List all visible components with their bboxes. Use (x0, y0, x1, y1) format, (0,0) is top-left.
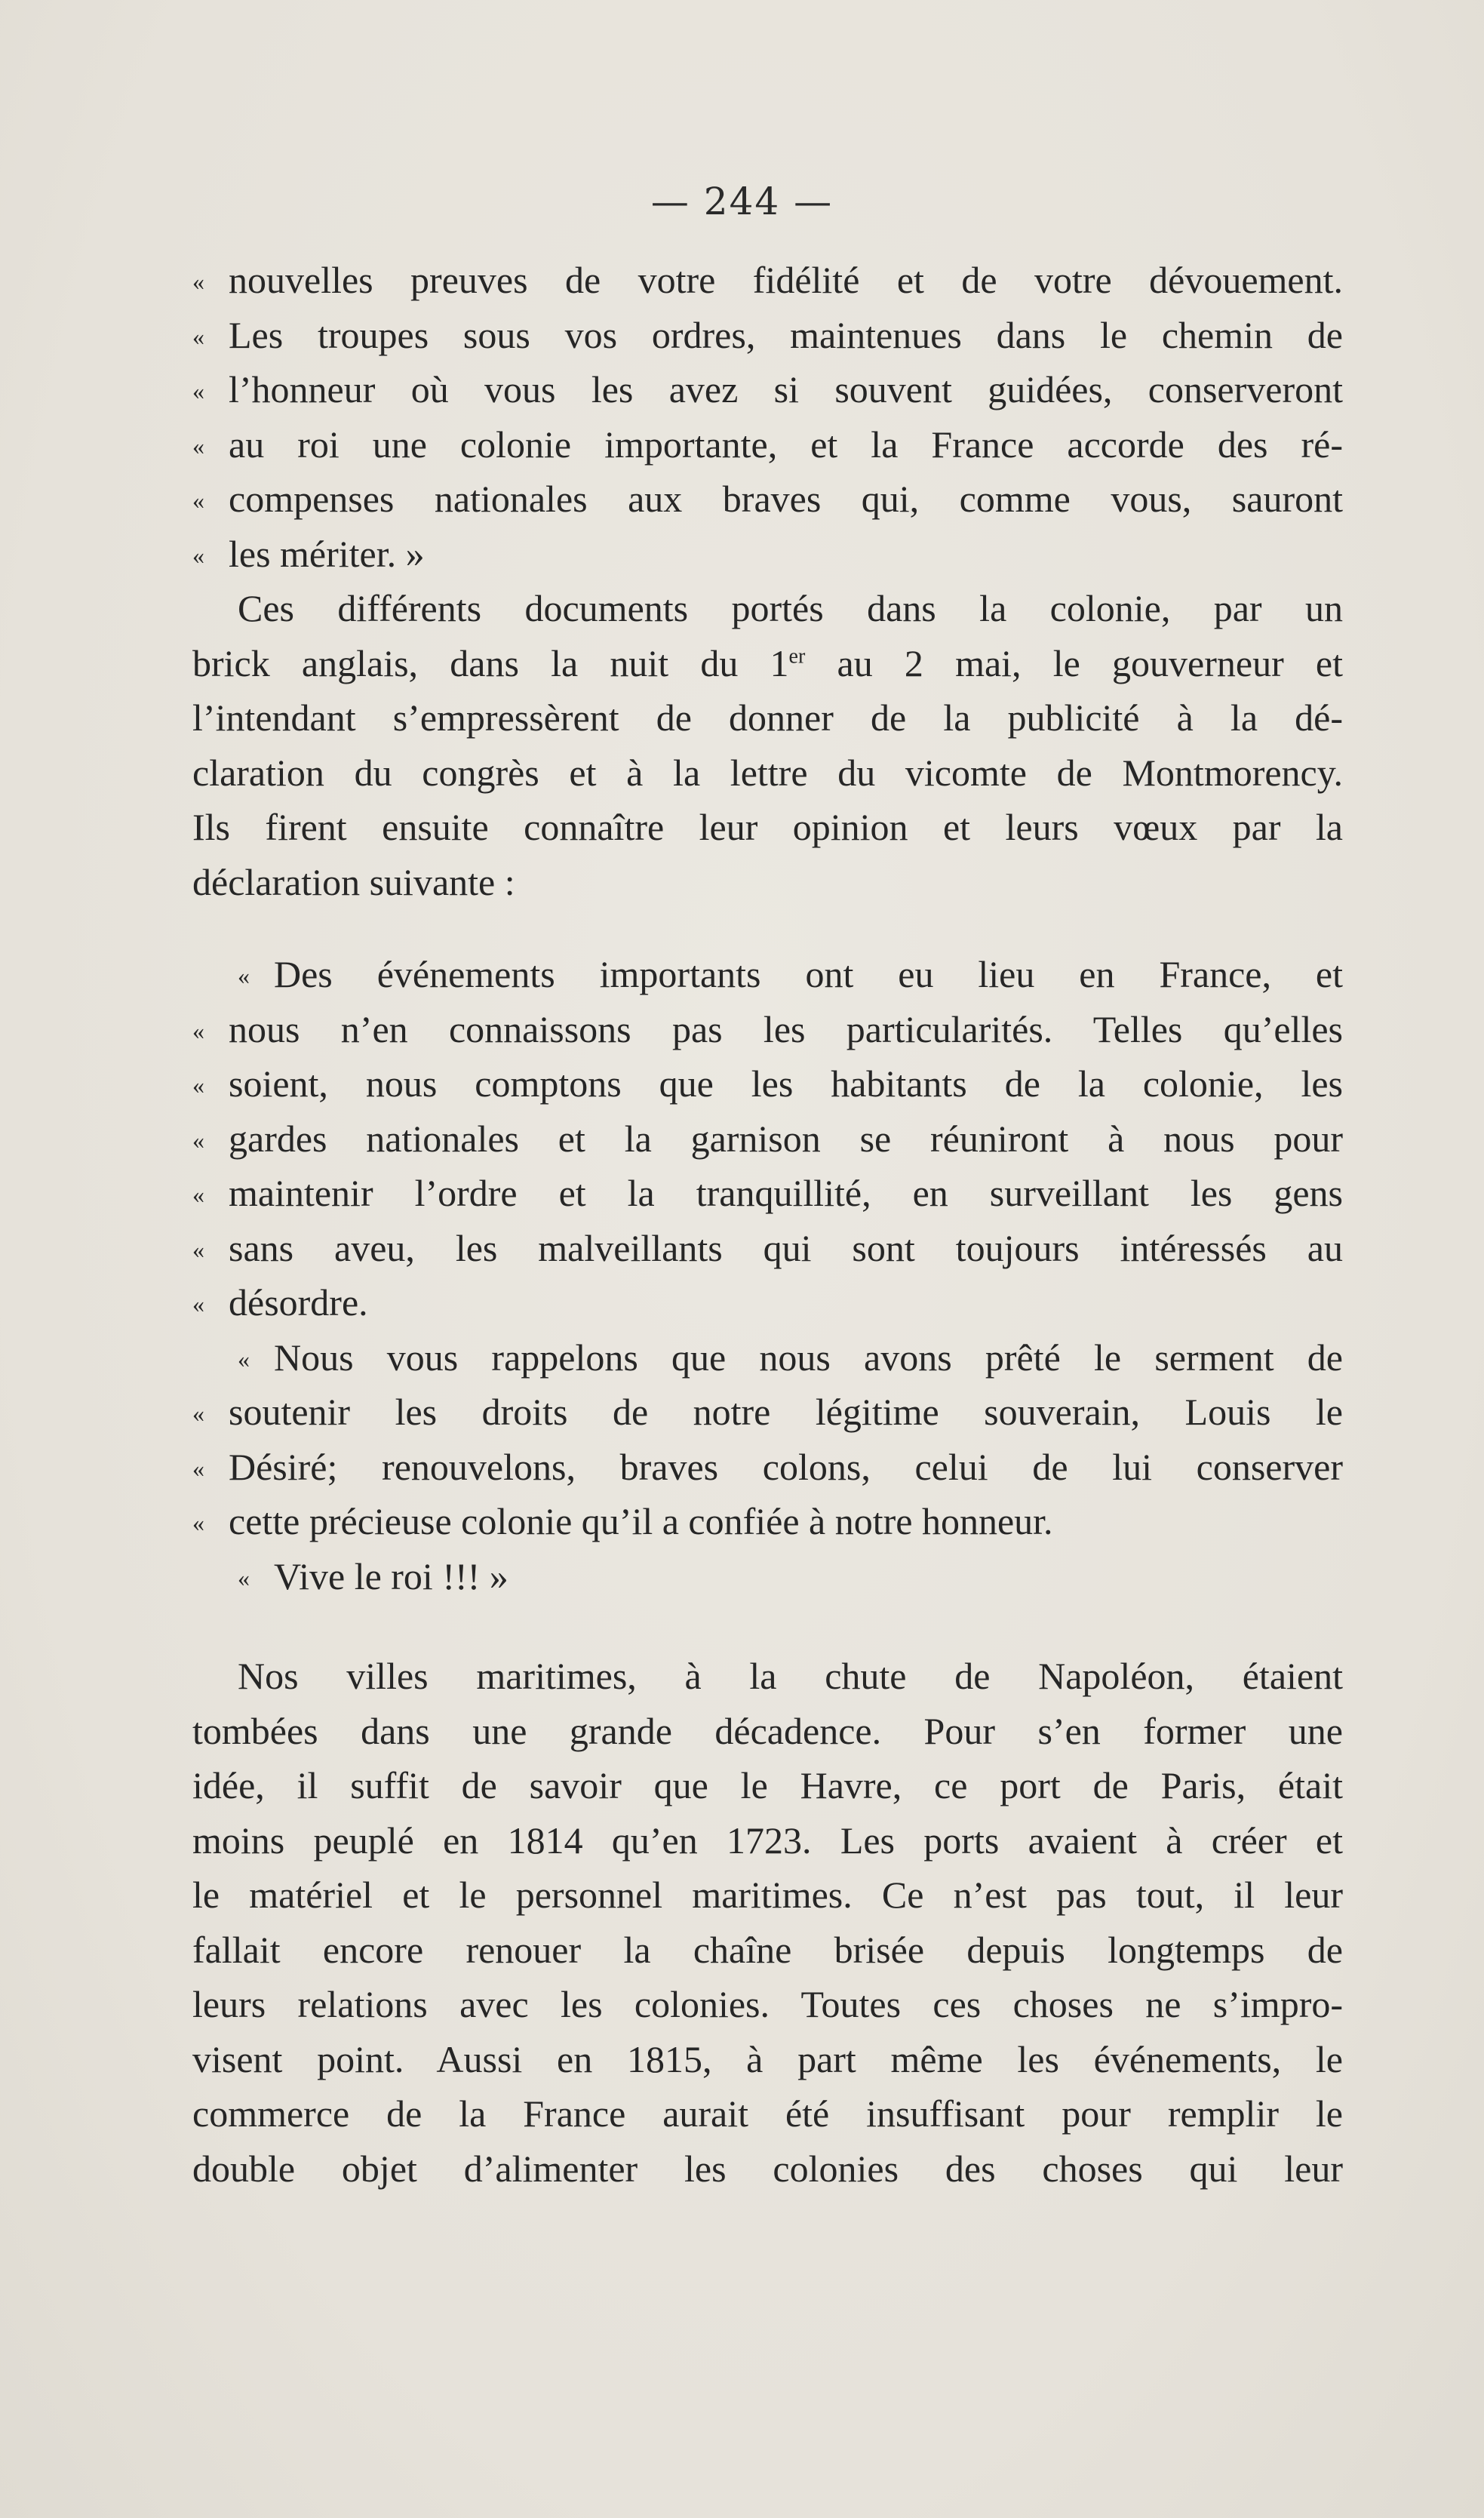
line-text: soient, nous comptons que les habitants de la colonie, les (229, 1062, 1343, 1105)
text-line (192, 746, 1343, 801)
text-line (192, 1166, 1343, 1221)
paragraph-2 (192, 581, 1343, 909)
quote-mark: « (238, 1345, 250, 1373)
text-line (192, 636, 1343, 691)
text-line (192, 800, 1343, 855)
text-line (192, 855, 1343, 910)
line-text: claration du congrès et à la lettre du vicomte de Montmorency. (192, 751, 1343, 794)
text-line (192, 472, 1343, 527)
text-line (192, 1111, 1343, 1167)
text-line (192, 690, 1343, 746)
quote-mark: « (192, 541, 204, 569)
page-number: — 244 — (650, 180, 834, 223)
text-line (192, 1868, 1343, 1923)
line-text: leurs relations avec les colonies. Toutes ces choses ne s’impro- (192, 1983, 1343, 2025)
quote-mark: « (192, 1071, 204, 1099)
line-text: cette précieuse colonie qu’il a confiée à notre honneur. (229, 1500, 1053, 1542)
text-line (192, 1704, 1343, 1759)
line-text: commerce de la France aurait été insuffisant pour remplir le (192, 2092, 1343, 2135)
line-text: au 2 mai, le gouverneur et (805, 641, 1343, 684)
line-text: tombées dans une grande décadence. Pour s’en former une (192, 1709, 1343, 1752)
text-line (192, 362, 1343, 417)
line-text: nous n’en connaissons pas les particularités. Telles qu’elles (229, 1007, 1343, 1050)
text-line (192, 1440, 1343, 1495)
text-line (192, 527, 1343, 582)
line-text: fallait encore renouer la chaîne brisée depuis longtemps de (192, 1928, 1343, 1971)
text-line (192, 1275, 1343, 1330)
quote-mark: « (192, 1400, 204, 1427)
line-text: déclaration suivante : (192, 860, 515, 903)
line-text: moins peuplé en 1814 qu’en 1723. Les ports avaient à créer et (192, 1819, 1343, 1862)
paragraph-6 (192, 1649, 1343, 2196)
superscript: er (788, 644, 806, 668)
line-text: l’intendant s’empressèrent de donner de la publicité à la dé- (192, 696, 1343, 739)
text-line (192, 1758, 1343, 1813)
quote-mark: « (192, 1016, 204, 1044)
paragraph-quote-4 (192, 1549, 1343, 1604)
line-text: Nos villes maritimes, à la chute de Napoléon, étaient (238, 1655, 1343, 1697)
quote-mark: « (192, 1509, 204, 1536)
text-line (192, 2141, 1343, 2197)
text-line (192, 581, 1343, 636)
quote-mark: « (192, 432, 204, 460)
line-text: Ces différents documents portés dans la colonie, par un (238, 587, 1343, 629)
line-text: Ils firent ensuite connaître leur opinion et leurs vœux par la (192, 806, 1343, 848)
text-line (192, 947, 1343, 1002)
paragraph-quote-1 (192, 253, 1343, 581)
text-line (192, 417, 1343, 472)
line-text: l’honneur où vous les avez si souvent guidées, conserveront (229, 368, 1343, 410)
body-text (192, 253, 1343, 2196)
text-line (192, 1385, 1343, 1440)
text-line (192, 1056, 1343, 1111)
text-line (192, 1923, 1343, 1978)
text-line (192, 1494, 1343, 1549)
line-text: au roi une colonie importante, et la France accorde des ré- (229, 423, 1343, 466)
text-line (192, 2086, 1343, 2141)
text-line (192, 1221, 1343, 1276)
text-line (192, 308, 1343, 363)
line-text: Les troupes sous vos ordres, maintenues dans le chemin de (229, 313, 1343, 356)
text-line (192, 1977, 1343, 2032)
line-text: les mériter. » (229, 532, 425, 575)
quote-mark: « (192, 377, 204, 404)
quote-mark: « (192, 487, 204, 514)
paragraph-quote-2 (192, 947, 1343, 1330)
line-text: Désiré; renouvelons, braves colons, celui de lui conserver (229, 1445, 1343, 1488)
line-text: Vive le roi !!! » (274, 1554, 508, 1597)
quote-mark: « (192, 1454, 204, 1482)
text-line (192, 1002, 1343, 1057)
text-line (192, 1649, 1343, 1704)
quote-mark: « (238, 962, 250, 989)
line-text: sans aveu, les malveillants qui sont toujours intéressés au (229, 1226, 1343, 1269)
text-line (192, 1330, 1343, 1385)
text-line (192, 1813, 1343, 1868)
line-text: brick anglais, dans la nuit du 1 (192, 641, 789, 684)
line-text: idée, il suffit de savoir que le Havre, ce port de Paris, était (192, 1764, 1343, 1806)
spacer (192, 909, 1343, 947)
line-text: soutenir les droits de notre légitime souverain, Louis le (229, 1391, 1343, 1433)
paragraph-quote-3 (192, 1330, 1343, 1549)
line-text: visent point. Aussi en 1815, à part même les événements, le (192, 2037, 1343, 2080)
line-text: Nous vous rappelons que nous avons prêté le serment de (274, 1336, 1343, 1379)
quote-mark: « (192, 268, 204, 295)
text-line (192, 1549, 1343, 1604)
line-text: compenses nationales aux braves qui, comme vous, sauront (229, 478, 1343, 520)
quote-mark: « (238, 1563, 250, 1591)
line-text: maintenir l’ordre et la tranquillité, en surveillant les gens (229, 1172, 1343, 1214)
spacer (192, 1603, 1343, 1649)
line-text: double objet d’alimenter les colonies des choses qui leur (192, 2147, 1343, 2190)
text-line (192, 253, 1343, 308)
line-text: gardes nationales et la garnison se réuniront à nous pour (229, 1117, 1343, 1160)
line-text: Des événements importants ont eu lieu en France, et (274, 953, 1343, 995)
quote-mark: « (192, 1126, 204, 1154)
quote-mark: « (192, 1235, 204, 1263)
line-text: le matériel et le personnel maritimes. Ce n’est pas tout, il leur (192, 1874, 1343, 1916)
quote-mark: « (192, 1181, 204, 1208)
quote-mark: « (192, 1290, 204, 1317)
quote-mark: « (192, 322, 204, 350)
line-text: nouvelles preuves de votre fidélité et de votre dévouement. (229, 259, 1343, 301)
text-line (192, 2032, 1343, 2087)
line-text: désordre. (229, 1281, 368, 1324)
